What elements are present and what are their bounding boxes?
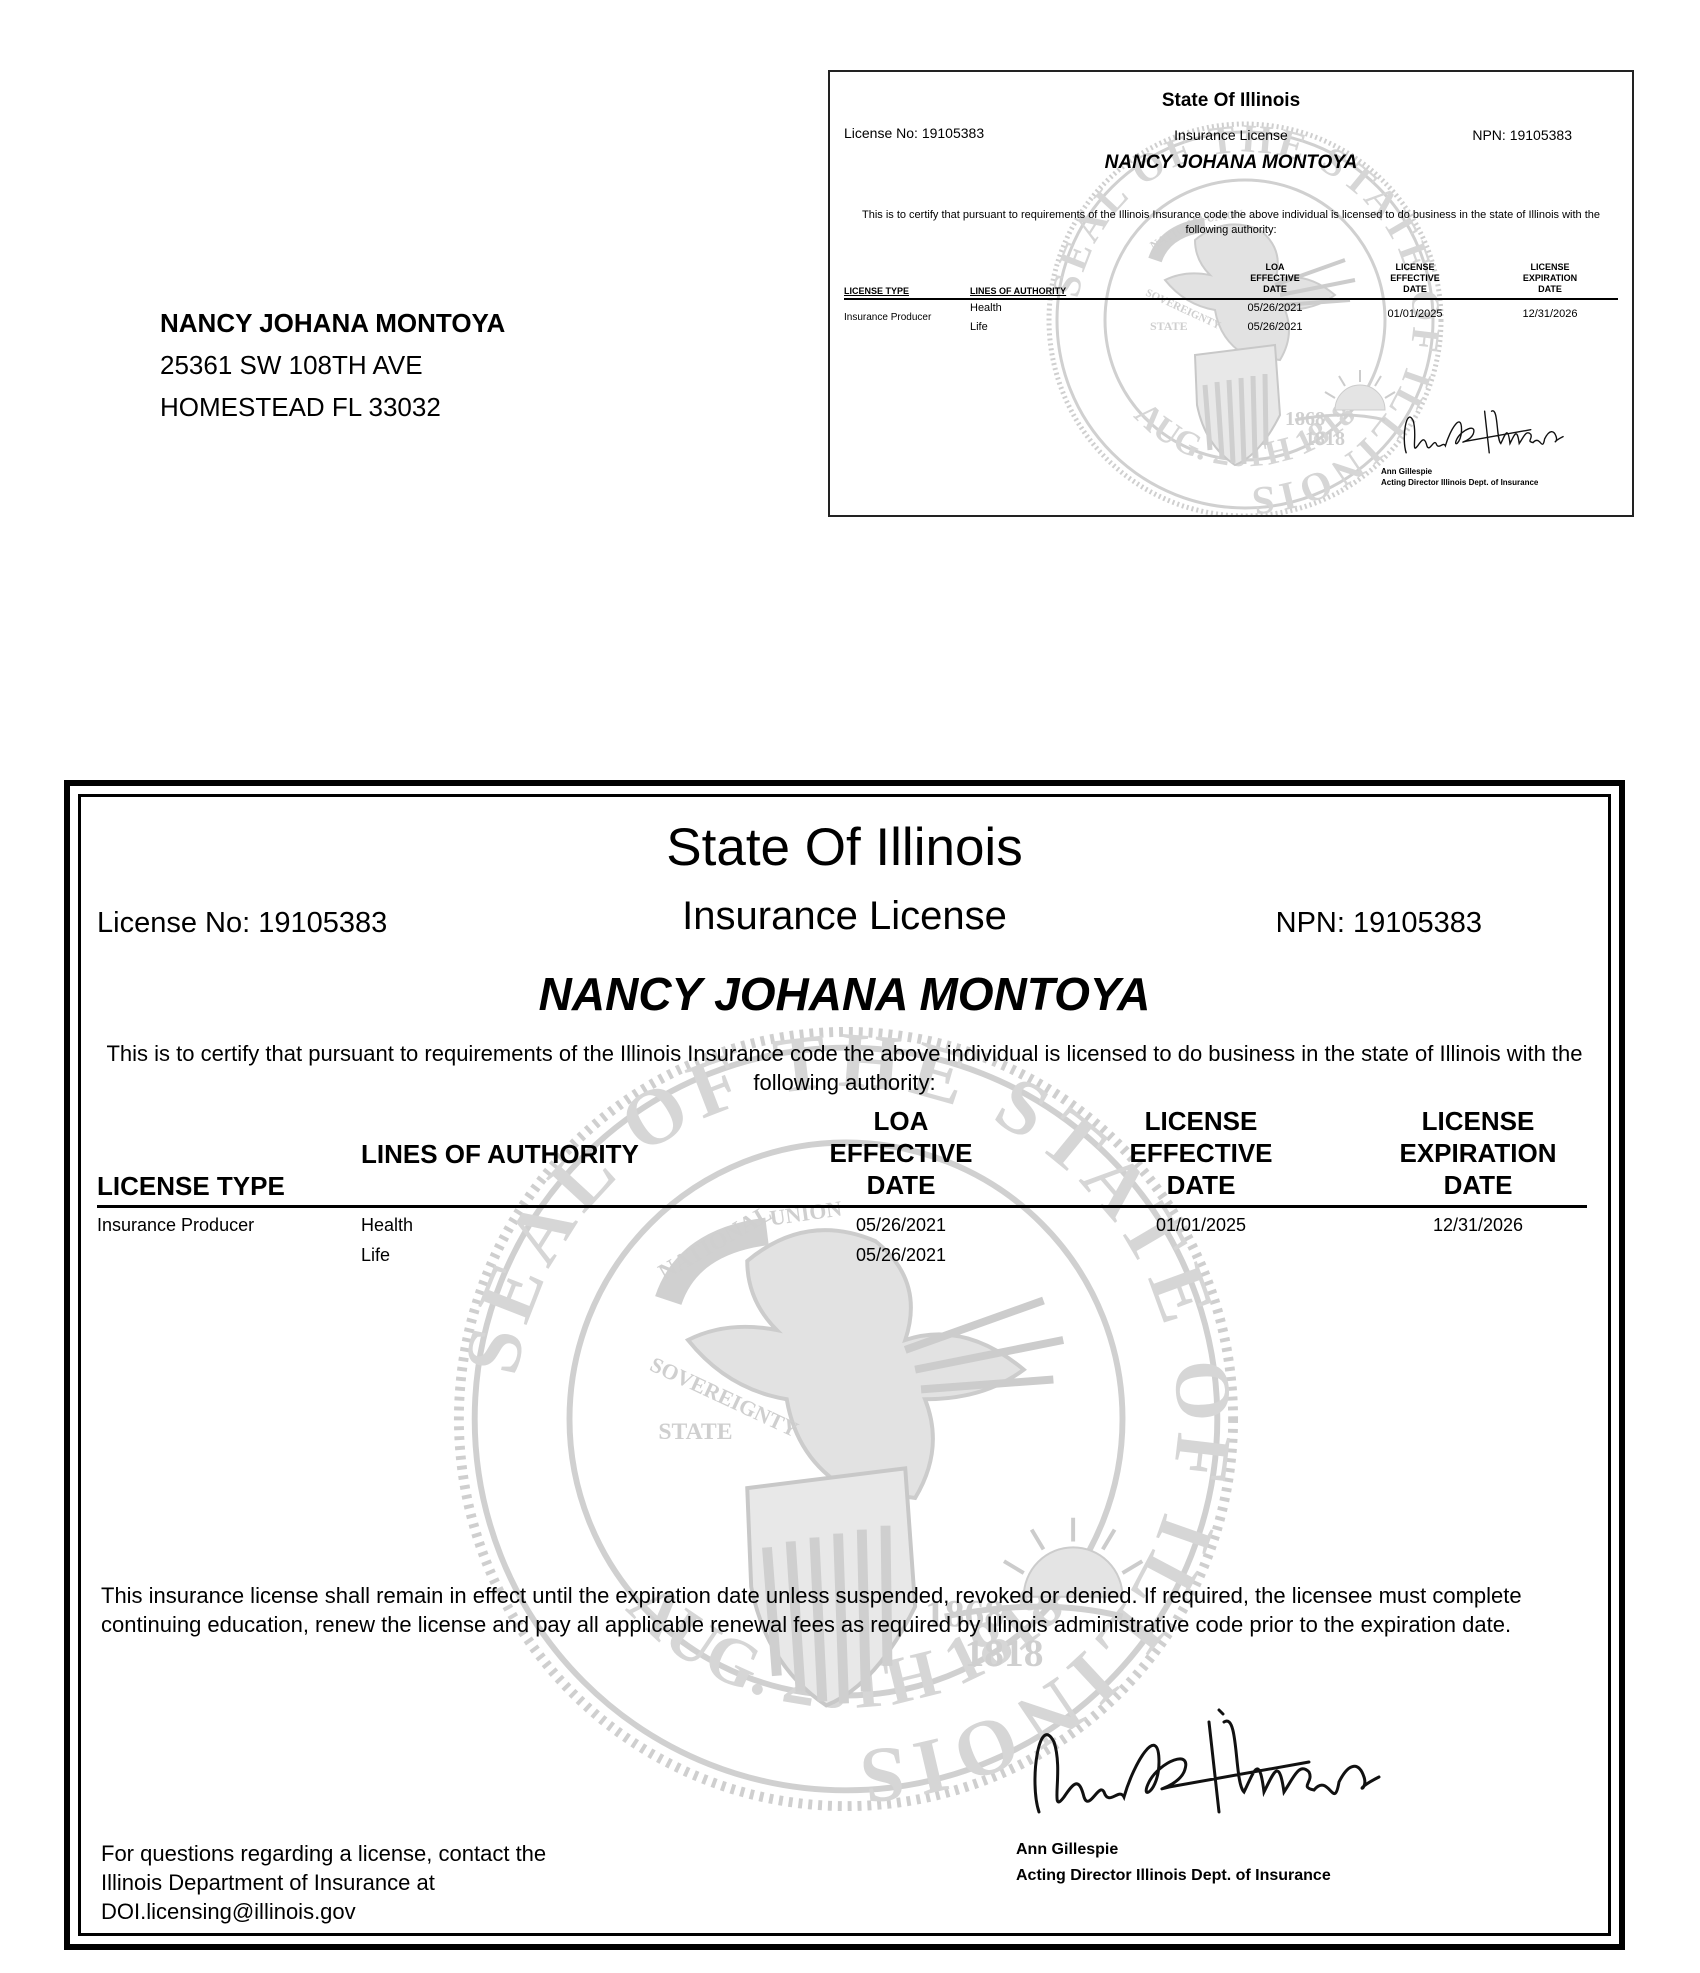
signatory-title-small: Acting Director Illinois Dept. of Insurance (1381, 478, 1539, 487)
header-license-effective-date: LICENSE EFFECTIVE DATE (1129, 1106, 1273, 1200)
recipient-address-line2: HOMESTEAD FL 33032 (160, 392, 441, 422)
certificate-certify-text: This is to certify that pursuant to requirements of the Illinois Insurance code the above individual is licensed to do business in the state of Illinois with the following authority: (106, 1041, 1583, 1095)
card-cell-license-expiration: 12/31/2026 (1522, 308, 1578, 320)
card-state-title: State Of Illinois (1161, 90, 1301, 111)
card-cell-loa-2: 05/26/2021 (1247, 321, 1303, 333)
card-header-rule (844, 298, 1618, 300)
signatory-block (1016, 1837, 1331, 1889)
certificate-license-title: Insurance License (682, 894, 1007, 938)
contact-email: DOI.licensing@illinois.gov (101, 1899, 356, 1924)
signatory-name: Ann Gillespie (1016, 1841, 1119, 1858)
license-certificate (64, 780, 1625, 1950)
cell-line-of-authority-1: Health (361, 1215, 414, 1235)
cell-loa-effective-1: 05/26/2021 (855, 1215, 947, 1235)
signatory-block-small (1381, 466, 1538, 488)
cell-license-effective: 01/01/2025 (1155, 1215, 1247, 1235)
cell-license-type: Insurance Producer (97, 1215, 255, 1235)
mailing-address (160, 302, 505, 428)
contact-line-2: Illinois Department of Insurance at (101, 1870, 435, 1895)
card-npn: NPN: 19105383 (1472, 127, 1572, 143)
card-cell-loa-1: 05/26/2021 (1247, 302, 1303, 314)
card-license-title: Insurance License (1174, 127, 1288, 143)
certificate-npn: NPN: 19105383 (1275, 907, 1482, 939)
certificate-state-title: State Of Illinois (666, 818, 1023, 877)
recipient-name: NANCY JOHANA MONTOYA (160, 308, 506, 338)
card-cell-license-type: Insurance Producer (844, 312, 932, 323)
cell-license-expiration: 12/31/2026 (1432, 1215, 1524, 1235)
header-license-expiration-date: LICENSE EXPIRATION DATE (1399, 1106, 1557, 1200)
card-header-loa-effective: LOA EFFECTIVE DATE (1250, 262, 1300, 294)
card-header-license-expiration: LICENSE EXPIRATION DATE (1522, 262, 1578, 294)
card-license-number: License No: 19105383 (844, 125, 985, 141)
card-header-lines-of-authority: LINES OF AUTHORITY (970, 286, 1067, 296)
recipient-address-line1: 25361 SW 108TH AVE (160, 350, 423, 380)
card-header-license-effective: LICENSE EFFECTIVE DATE (1390, 262, 1440, 294)
card-cell-license-effective: 01/01/2025 (1387, 308, 1443, 320)
certificate-notice: This insurance license shall remain in effect until the expiration date unless suspended, revoked or denied. If required, the licensee must complete continuing education, renew the license and pay all applicable renewal fees as required by Illinois administrative code prior to the expiration date. (101, 1583, 1522, 1637)
signature-large (1009, 1702, 1389, 1832)
header-loa-effective-date: LOA EFFECTIVE DATE (829, 1106, 973, 1200)
certificate-license-number: License No: 19105383 (97, 907, 388, 939)
signatory-title: Acting Director Illinois Dept. of Insurance (1016, 1867, 1331, 1884)
header-license-type: LICENSE TYPE (97, 1171, 285, 1201)
contact-line-1: For questions regarding a license, contact the (101, 1841, 547, 1866)
header-rule (97, 1205, 1587, 1208)
signature-small (1375, 402, 1585, 462)
certificate-holder-name: NANCY JOHANA MONTOYA (538, 968, 1151, 1020)
wallet-card (828, 70, 1634, 517)
card-cell-line-1: Health (970, 302, 1002, 314)
card-certify-text: This is to certify that pursuant to requirements of the Illinois Insurance code the above individual is licensed to do business in the state of Illinois with the following authority: (861, 209, 1600, 236)
card-holder-name: NANCY JOHANA MONTOYA (1104, 152, 1358, 173)
card-header-license-type: LICENSE TYPE (844, 286, 910, 296)
contact-info (101, 1839, 546, 1926)
card-cell-line-2: Life (970, 321, 988, 333)
signatory-name-small: Ann Gillespie (1381, 467, 1433, 476)
cell-line-of-authority-2: Life (361, 1245, 391, 1265)
cell-loa-effective-2: 05/26/2021 (855, 1245, 947, 1265)
header-lines-of-authority: LINES OF AUTHORITY (361, 1139, 639, 1169)
